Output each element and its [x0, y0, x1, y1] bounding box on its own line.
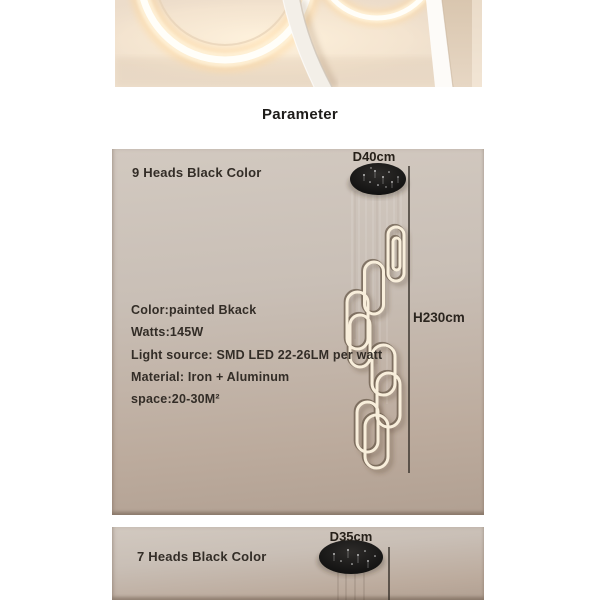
spec-watts: Watts:145W	[131, 325, 204, 340]
height-label: H230cm	[413, 310, 465, 325]
spec-material: Material: Iron + Aluminum	[131, 369, 290, 384]
product-photo	[115, 0, 482, 87]
hanging-wires	[338, 572, 364, 600]
variant-label-7-heads: 7 Heads Black Color	[137, 549, 267, 564]
spec-light-source: Light source: SMD LED 22-26LM per watt	[131, 347, 383, 362]
ceiling-canopy-icon	[348, 163, 408, 198]
spec-panel-7-heads	[112, 527, 484, 600]
spec-panel-9-heads	[112, 149, 484, 515]
lamp-arm-right	[426, 0, 482, 87]
spec-space: space:20-30M²	[131, 392, 220, 407]
ceiling-canopy-icon	[317, 540, 385, 576]
variant-label-9-heads: 9 Heads Black Color	[132, 165, 262, 180]
lamp-photo-illustration	[115, 0, 482, 87]
diameter-label: D40cm	[352, 149, 396, 164]
diameter-label: D35cm	[329, 529, 373, 544]
spec-list	[131, 299, 382, 410]
page-title: Parameter	[261, 106, 339, 123]
spec-color: Color:painted Bkack	[131, 303, 257, 317]
